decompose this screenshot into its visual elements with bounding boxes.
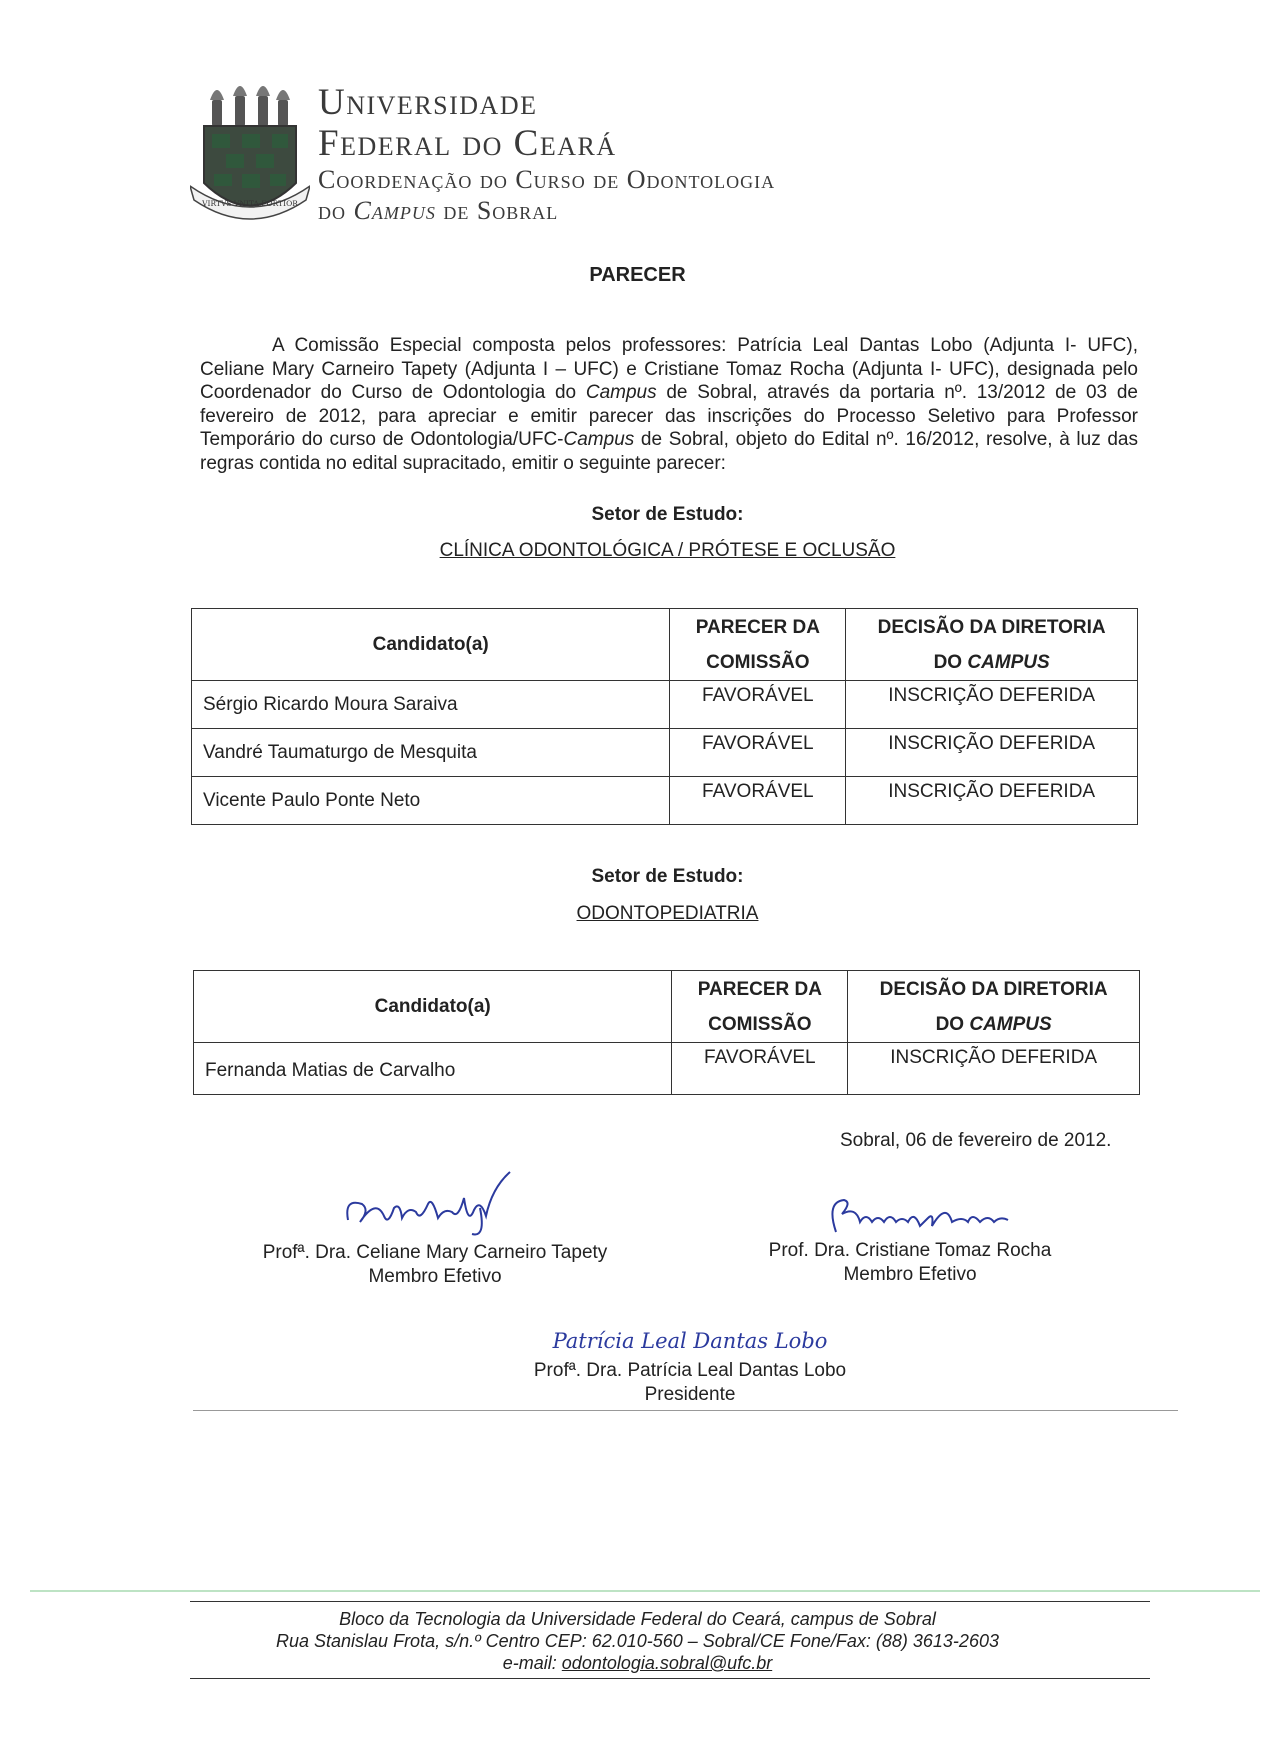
section-1-area: CLÍNICA ODONTOLÓGICA / PRÓTESE E OCLUSÃO	[439, 540, 896, 561]
table-row	[192, 729, 1138, 777]
university-seal-logo	[190, 78, 310, 228]
candidate-name: Fernanda Matias de Carvalho	[194, 1043, 672, 1095]
footer-line-3: e-mail: odontologia.sobral@ufc.br	[502, 1653, 773, 1673]
candidate-name: Vicente Paulo Ponte Neto	[192, 777, 670, 825]
signature-block-rocha	[740, 1239, 1080, 1287]
candidates-table-2	[193, 970, 1140, 1095]
candidates-table-1	[191, 608, 1138, 825]
letterhead	[318, 82, 775, 226]
document-date: Sobral, 06 de fevereiro de 2012.	[840, 1130, 1112, 1151]
signature-block-lobo	[470, 1359, 910, 1407]
table-header-row	[192, 609, 1138, 681]
letterhead-coordination: Coordenação do Curso de Odontologia	[318, 165, 776, 194]
footer-top-rule	[30, 1590, 1260, 1592]
decisao-value: INSCRIÇÃO DEFERIDA	[846, 777, 1138, 825]
signer-role: Membro Efetivo	[843, 1264, 977, 1285]
footer-line-1: Bloco da Tecnologia da Universidade Federal do Ceará, campus de Sobral	[339, 1609, 936, 1629]
col-parecer: PARECER DA COMISSÃO	[670, 609, 846, 681]
decisao-value: INSCRIÇÃO DEFERIDA	[848, 1043, 1140, 1095]
col-candidate: Candidato(a)	[192, 609, 670, 681]
signature-block-tapety	[220, 1241, 650, 1289]
table-header-row	[194, 971, 1140, 1043]
signature-lobo: Patrícia Leal Dantas Lobo	[552, 1329, 828, 1353]
signer-name: Profª. Dra. Celiane Mary Carneiro Tapety	[262, 1242, 608, 1263]
parecer-value: FAVORÁVEL	[670, 777, 846, 825]
signature-tapety	[340, 1168, 520, 1240]
decisao-value: INSCRIÇÃO DEFERIDA	[846, 729, 1138, 777]
col-decisao: DECISÃO DA DIRETORIA DO CAMPUS	[846, 609, 1138, 681]
section-1-label: Setor de Estudo:	[591, 504, 744, 525]
signer-name: Prof. Dra. Cristiane Tomaz Rocha	[768, 1240, 1052, 1261]
parecer-value: FAVORÁVEL	[670, 729, 846, 777]
seal-motto: VIRTVS VNITA FORTIOR	[202, 199, 298, 208]
table-row	[192, 681, 1138, 729]
footer-rule	[190, 1601, 1150, 1602]
footer-bottom-rule	[190, 1678, 1150, 1679]
parecer-value: FAVORÁVEL	[670, 681, 846, 729]
section-2-label: Setor de Estudo:	[591, 866, 744, 887]
decisao-value: INSCRIÇÃO DEFERIDA	[846, 681, 1138, 729]
section-2-area: ODONTOPEDIATRIA	[576, 903, 759, 924]
separator-line	[193, 1410, 1178, 1411]
footer-email-link[interactable]: odontologia.sobral@ufc.br	[561, 1653, 773, 1673]
signer-role: Membro Efetivo	[368, 1266, 502, 1287]
parecer-value: FAVORÁVEL	[672, 1043, 848, 1095]
document-title: PARECER	[589, 264, 686, 286]
signer-name: Profª. Dra. Patrícia Leal Dantas Lobo	[533, 1360, 847, 1381]
col-parecer: PARECER DA COMISSÃO	[672, 971, 848, 1043]
signer-role: Presidente	[644, 1384, 736, 1405]
col-decisao: DECISÃO DA DIRETORIA DO CAMPUS	[848, 971, 1140, 1043]
body-paragraph: A Comissão Especial composta pelos professores: Patrícia Leal Dantas Lobo (Adjunta I- UFC), Celiane Mary Carneiro Tapety (Adjunta I – UFC) e Cristiane Tomaz Rocha (Adjunta I- UFC), designada pelo Coordenador do Curso de Odontologia do Campus de Sobral, através da portaria nº. 13/2012 de 03 de fevereiro de 2012, para apreciar e emitir parecer das inscrições do Processo Seletivo para Professor Temporário do curso de Odontologia/UFC-Campus de Sobral, objeto do Edital nº. 16/2012, resolve, à luz das regras contida no edital supracitado, emitir o seguinte parecer:	[200, 335, 1138, 474]
signature-rocha	[822, 1192, 1022, 1242]
table-row	[192, 777, 1138, 825]
letterhead-campus: do Campus de Sobral	[318, 196, 559, 225]
letterhead-university: Universidade	[318, 82, 538, 123]
col-candidate: Candidato(a)	[194, 971, 672, 1043]
letterhead-federal: Federal do Ceará	[318, 123, 617, 164]
footer-line-2: Rua Stanislau Frota, s/n.º Centro CEP: 62.010-560 – Sobral/CE Fone/Fax: (88) 3613-2603	[276, 1631, 999, 1651]
candidate-name: Sérgio Ricardo Moura Saraiva	[192, 681, 670, 729]
candidate-name: Vandré Taumaturgo de Mesquita	[192, 729, 670, 777]
footer-address	[0, 1608, 1275, 1674]
table-row	[194, 1043, 1140, 1095]
